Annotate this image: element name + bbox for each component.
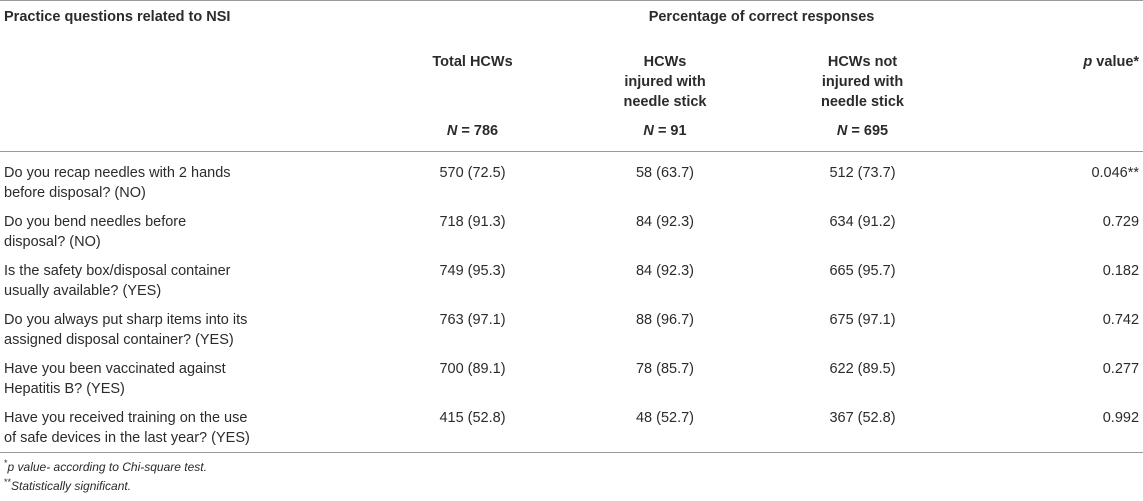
question-cell: Have you been vaccinated against Hepatitis B? (YES): [4, 361, 226, 397]
col-header-injured: HCWs injured with needle stick: [623, 54, 707, 110]
injured-cell: 84 (92.3): [635, 214, 695, 230]
question-cell: Do you recap needles with 2 hands before disposal? (NO): [4, 165, 231, 201]
total-cell: 700 (89.1): [439, 361, 506, 377]
not-injured-cell: 367 (52.8): [829, 410, 896, 426]
total-cell: 763 (97.1): [439, 312, 506, 328]
table-row: [0, 152, 1143, 210]
footnote: **Statistically significant.: [4, 477, 132, 493]
p-value-cell: 0.046**: [1091, 165, 1140, 181]
question-cell: Is the safety box/disposal container usually available? (YES): [4, 263, 231, 299]
not-injured-cell: 675 (97.1): [829, 312, 896, 328]
table-row: [0, 258, 1143, 307]
p-value-cell: 0.992: [1102, 410, 1140, 426]
header-row-group: [0, 1, 1143, 49]
table-row: [0, 405, 1143, 454]
table-row: [0, 307, 1143, 356]
header-row-n: [0, 122, 1143, 152]
total-cell: 718 (91.3): [439, 214, 506, 230]
total-cell: 749 (95.3): [439, 263, 506, 279]
p-value-cell: 0.182: [1102, 263, 1140, 279]
injured-cell: 78 (85.7): [635, 361, 695, 377]
question-cell: Have you received training on the use of safe devices in the last year? (YES): [4, 410, 250, 446]
table-row: [0, 209, 1143, 258]
injured-cell: 58 (63.7): [635, 165, 695, 181]
p-value-cell: 0.729: [1102, 214, 1140, 230]
group-header-label: Percentage of correct responses: [648, 9, 875, 25]
row-header-label: Practice questions related to NSI: [4, 9, 231, 25]
n-not-injured: N = 695: [836, 123, 889, 139]
header-row-columns: [0, 48, 1143, 122]
table-bottom-rule: [0, 452, 1143, 453]
header-spacer: [960, 122, 1143, 152]
table-footnotes: [4, 458, 207, 496]
n-injured: N = 91: [643, 123, 687, 139]
header-spacer: [0, 48, 380, 122]
header-spacer: [0, 122, 380, 152]
p-value-cell: 0.742: [1102, 312, 1140, 328]
table-row: [0, 356, 1143, 405]
total-cell: 570 (72.5): [439, 165, 506, 181]
not-injured-cell: 665 (95.7): [829, 263, 896, 279]
col-header-p-value: p value*: [1083, 54, 1140, 70]
total-cell: 415 (52.8): [439, 410, 506, 426]
question-cell: Do you bend needles before disposal? (NO): [4, 214, 187, 250]
injured-cell: 84 (92.3): [635, 263, 695, 279]
injured-cell: 48 (52.7): [635, 410, 695, 426]
not-injured-cell: 512 (73.7): [829, 165, 896, 181]
p-value-cell: 0.277: [1102, 361, 1140, 377]
question-cell: Do you always put sharp items into its assigned disposal container? (YES): [4, 312, 248, 348]
injured-cell: 88 (96.7): [635, 312, 695, 328]
not-injured-cell: 622 (89.5): [829, 361, 896, 377]
n-total: N = 786: [446, 123, 499, 139]
footnote: *p value- according to Chi-square test.: [4, 458, 207, 474]
col-header-not-injured: HCWs not injured with needle stick: [820, 54, 904, 110]
col-header-total: Total HCWs: [432, 54, 513, 70]
not-injured-cell: 634 (91.2): [829, 214, 896, 230]
